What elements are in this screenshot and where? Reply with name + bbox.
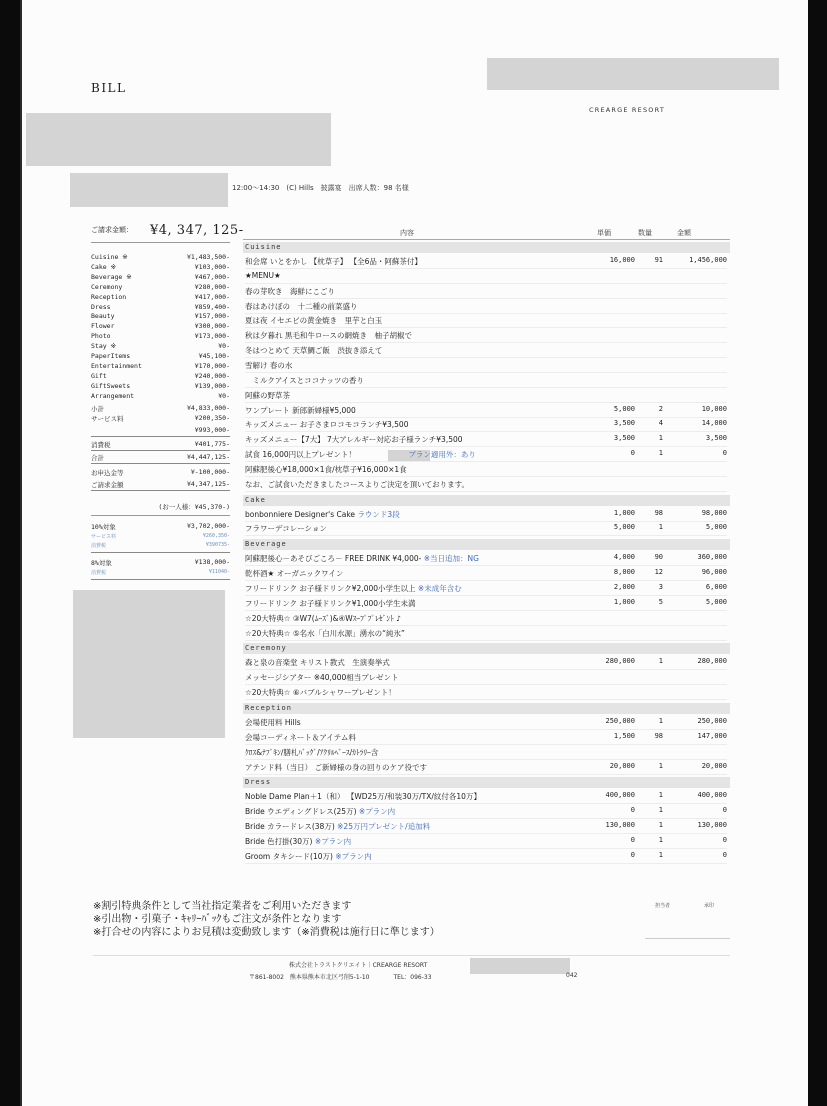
item-note: ラウンド3段 [357, 509, 400, 519]
item-quantity: 1 [658, 434, 663, 443]
section-header-bar [243, 777, 730, 788]
item-description: Bride 色打掛(30万) [245, 836, 315, 846]
item-unit-price: 130,000 [605, 821, 635, 830]
item-description-cell [245, 419, 408, 430]
subtotal-row [91, 404, 230, 414]
table-row [245, 687, 727, 700]
service-row [91, 414, 230, 424]
item-amount: 0 [722, 850, 727, 859]
section-title: Beverage [245, 540, 287, 549]
item-amount: 1,456,000 [689, 256, 727, 264]
redacted-block [470, 958, 570, 974]
ten-percent-value: ¥3,702,000- [186, 522, 230, 530]
item-description-cell [245, 806, 395, 817]
item-description: ワンプレート 新郎新婦様¥5,000 [245, 405, 356, 415]
item-description-cell [245, 405, 356, 416]
category-label: Beauty [91, 312, 115, 321]
divider [91, 242, 230, 243]
category-summary-row [91, 332, 230, 342]
ten-service-label: サービス料 [91, 534, 117, 540]
item-amount: 14,000 [701, 419, 727, 428]
item-quantity: 5 [658, 597, 663, 606]
item-amount: 96,000 [701, 568, 727, 577]
header-description: 内容 [400, 229, 414, 237]
category-value: ¥417,000- [194, 292, 230, 301]
item-description: 乾杯酒★ オーガニックワイン [245, 569, 344, 579]
deposit-row [91, 468, 230, 478]
table-row [245, 613, 727, 626]
table-row [245, 583, 727, 596]
redacted-block [70, 173, 228, 207]
item-unit-price: 5,000 [613, 404, 635, 413]
blank-value: ¥993,000- [194, 426, 230, 434]
item-description: 森と泉の音楽堂 キリスト教式 生演奏挙式 [245, 658, 390, 668]
category-summary-row [91, 362, 230, 372]
item-note: ※未成年含む [417, 584, 462, 593]
table-row [245, 345, 727, 358]
table-row [245, 523, 727, 536]
category-summary-row [91, 392, 230, 402]
item-description-cell [245, 762, 427, 773]
subtotal-label: 小計 [91, 405, 104, 413]
table-row [245, 836, 727, 849]
footnote-estimate: ※打合せの内容によりお見積は変動致します（※消費税は施行日に準じます） [93, 927, 440, 938]
ten-tax-label: 消費税 [91, 543, 107, 549]
item-unit-price: 1,000 [613, 508, 635, 517]
category-value: ¥157,000- [194, 312, 230, 321]
item-description: ｸﾛｽ&ﾅﾌﾟｷﾝ/膳札ﾊﾞｯｸﾞ/ｱｸﾘﾙﾍﾞｰｽ/ｶﾄﾗﾘｰ含 [245, 747, 379, 757]
item-description-cell [245, 583, 462, 594]
sum-row [91, 453, 230, 464]
category-label: Dress [91, 302, 111, 311]
footnote-gifts: ※引出物・引菓子・ｷｬﾘｰﾊﾞｯｸもご注文が条件となります [93, 914, 342, 925]
table-row [245, 747, 727, 760]
item-description-cell [245, 345, 382, 356]
item-description: フリードリンク お子様ドリンク¥2,000小学生以上 [245, 584, 418, 593]
table-row [245, 464, 727, 477]
category-label: Flower [91, 322, 115, 331]
redacted-block [487, 58, 779, 90]
item-note: ※プラン内 [358, 807, 396, 817]
item-description-cell [245, 286, 335, 297]
item-amount: 147,000 [697, 731, 727, 740]
table-row [245, 330, 727, 343]
item-description-cell [245, 375, 364, 386]
table-row [245, 732, 727, 745]
category-label: Cuisine ※ [91, 253, 128, 261]
item-quantity: 91 [654, 256, 663, 264]
section-title: Reception [245, 703, 292, 712]
section-header-bar [243, 539, 730, 550]
table-row [245, 286, 727, 299]
item-quantity: 1 [658, 523, 663, 532]
category-summary-row [91, 322, 230, 332]
redacted-block [26, 113, 331, 166]
table-row [245, 271, 727, 284]
billing-label: ご請求金額 [91, 481, 124, 489]
category-value: ¥139,000- [194, 381, 230, 390]
item-description-cell [245, 568, 343, 579]
item-description: 会場コーディネート＆アイテム料 [245, 732, 356, 742]
section-title: Cake [245, 495, 266, 504]
item-description: キッズメニュー お子さまロコモコランチ¥3,500 [245, 420, 409, 430]
table-row [245, 405, 727, 418]
item-quantity: 98 [654, 508, 663, 517]
company-name: 株式会社トラストクリエイト｜CREARGE RESORT [289, 962, 428, 969]
item-description: Noble Dame Plan＋1（和） 【WD25万/和装30万/TX/紋付各10万】 [245, 792, 481, 802]
table-row [245, 806, 727, 819]
item-unit-price: 400,000 [605, 791, 635, 800]
item-description-cell [245, 330, 412, 341]
item-quantity: 1 [658, 791, 663, 800]
item-unit-price: 0 [630, 850, 635, 859]
table-row [245, 553, 727, 566]
item-description-cell [245, 628, 405, 639]
item-amount: 10,000 [701, 404, 727, 413]
eight-percent-value: ¥138,000- [194, 558, 230, 566]
category-value: ¥45,100- [198, 352, 230, 360]
item-description-cell [245, 747, 378, 758]
category-label: Arrangement [91, 391, 135, 400]
item-quantity: 12 [654, 568, 663, 577]
category-summary-row [91, 303, 230, 313]
bill-title: BILL [91, 81, 127, 95]
item-description-cell [245, 687, 396, 698]
table-row [245, 568, 727, 581]
table-row [245, 657, 727, 670]
item-description: 和会席 いとをかし 【枕草子】 【全6品・阿蘇茶付】 [245, 257, 422, 266]
table-row [245, 672, 727, 685]
item-quantity: 1 [658, 835, 663, 844]
category-summary-row [91, 372, 230, 382]
service-label: サービス料 [91, 415, 124, 423]
item-quantity: 1 [658, 821, 663, 830]
item-description-cell [245, 791, 481, 802]
item-note: ※当日追加：NG [423, 554, 479, 564]
category-label: Stay ※ [91, 342, 117, 351]
item-description-cell [245, 821, 430, 832]
billing-total-value: ¥4, 347, 125- [150, 223, 244, 238]
item-description-cell [245, 271, 281, 280]
item-description: Groom タキシード(10万) [245, 851, 336, 861]
item-unit-price: 4,000 [613, 553, 635, 562]
item-description: Bride カラードレス(38万) [245, 822, 338, 832]
item-description: ☆20大特典☆ ⑥バブルシャワープレゼント！ [245, 688, 396, 698]
category-value: ¥0- [218, 342, 230, 351]
table-row [245, 851, 727, 864]
divider [91, 515, 230, 516]
billing-row [91, 480, 230, 491]
item-quantity: 1 [658, 716, 663, 725]
item-quantity: 2 [658, 404, 663, 413]
section-title: Ceremony [245, 644, 287, 653]
item-description-cell [245, 390, 290, 401]
item-description-cell [245, 598, 416, 609]
item-quantity: 90 [654, 553, 663, 562]
tax-value: ¥401,775- [194, 440, 230, 448]
item-unit-price: 0 [630, 835, 635, 844]
per-person-row [91, 502, 230, 512]
category-summary-row [91, 263, 230, 273]
item-amount: 20,000 [701, 761, 727, 770]
item-quantity: 1 [658, 806, 663, 815]
section-header-bar [243, 495, 730, 506]
item-description-cell [245, 434, 463, 445]
item-description: キッズメニュー【7大】 7大アレルギー対応お子様ランチ¥3,500 [245, 435, 463, 445]
item-description: なお、ご試食いただきましたコースよりご決定を頂いております。 [245, 479, 470, 489]
ten-tax-value: ¥390735- [205, 542, 230, 548]
item-description: 阿蘇の野草茶 [245, 390, 290, 400]
item-quantity: 1 [658, 449, 663, 458]
redacted-block [73, 590, 225, 738]
header-unit-price: 単価 [597, 229, 611, 237]
item-amount: 5,000 [705, 523, 727, 532]
item-description-cell [245, 717, 301, 728]
section-title: Cuisine [245, 243, 282, 251]
item-description: bonbonniere Designer's Cake [245, 509, 358, 519]
item-description-cell [245, 449, 476, 460]
item-amount: 400,000 [697, 791, 727, 800]
category-label: Gift [91, 371, 107, 380]
header-quantity: 数量 [638, 229, 652, 237]
category-value: ¥240,000- [194, 371, 230, 380]
item-description-cell [245, 256, 422, 267]
item-description-cell [245, 657, 390, 668]
item-description: 春はあけぼの 十二種の前菜盛り [245, 301, 358, 311]
item-description: 試食 16,000円以上プレゼント！ [245, 450, 356, 460]
table-row [245, 509, 727, 522]
item-description: 阿蘇肥後心¥18,000×1食/枕草子¥16,000×1食 [245, 464, 407, 474]
ten-service-value: ¥260,350- [202, 533, 230, 539]
item-description-cell [245, 479, 469, 490]
subtotal-value: ¥4,833,000- [186, 404, 230, 412]
footnote-discount: ※割引特典条件として当社指定業者をご利用いただきます [93, 901, 352, 912]
item-unit-price: 2,000 [613, 583, 635, 591]
item-unit-price: 16,000 [609, 256, 635, 264]
category-value: ¥280,000- [194, 282, 230, 291]
item-unit-price: 1,000 [613, 597, 635, 606]
item-description: ☆20大特典☆ ⑤名水「白川水源」湧水の“純氷” [245, 628, 405, 638]
item-description: フラワーデコレーション [245, 524, 327, 534]
item-note: ※プラン内 [314, 836, 352, 846]
item-description: ☆20大特典☆ ③W7(ﾑｰｽﾞ)&④Wｽｰﾌﾟﾌﾟﾚｾﾞﾝﾄ ♪ [245, 613, 402, 623]
section-title: Dress [245, 778, 272, 787]
category-value: ¥173,000- [194, 332, 230, 341]
item-amount: 0 [722, 835, 727, 844]
item-description-cell [245, 509, 400, 520]
signature-line [645, 938, 730, 939]
item-unit-price: 1,500 [613, 731, 635, 740]
category-value: ¥103,000- [194, 262, 230, 271]
tax-row [91, 440, 230, 451]
item-amount: 250,000 [697, 716, 727, 725]
table-row [245, 479, 727, 492]
item-description: 夏は夜 イセエビの黄金焼き 里芋と白玉 [245, 316, 383, 326]
blank-row [91, 426, 230, 437]
deposit-label: お申込金等 [91, 469, 124, 477]
item-quantity: 1 [658, 850, 663, 859]
table-row [245, 390, 727, 403]
item-description-cell [245, 523, 327, 534]
item-description-cell [245, 732, 356, 743]
item-description-cell [245, 553, 479, 564]
eight-tax-label: 消費税 [91, 570, 107, 576]
item-description-cell [245, 613, 401, 624]
item-amount: 6,000 [705, 583, 727, 591]
category-value: ¥300,000- [194, 322, 230, 331]
category-label: Entertainment [91, 361, 142, 370]
deposit-value: ¥-100,000- [190, 468, 230, 476]
category-label: PaperItems [91, 352, 131, 360]
item-description-cell [245, 672, 398, 683]
table-row [245, 419, 727, 432]
billing-value: ¥4,347,125- [186, 480, 230, 488]
footer-divider [93, 955, 730, 956]
table-row [245, 434, 727, 447]
item-description-cell [245, 301, 358, 312]
category-label: Beverage ※ [91, 272, 132, 281]
item-note: プラン適用外：あり [355, 450, 476, 460]
item-amount: 0 [722, 449, 727, 458]
resort-name: CREARGE RESORT [589, 106, 666, 114]
section-header-bar [243, 703, 730, 714]
category-summary-row [91, 352, 230, 362]
category-summary-row [91, 342, 230, 352]
item-unit-price: 250,000 [605, 716, 635, 725]
table-row [245, 256, 727, 269]
category-summary-row [91, 283, 230, 293]
header-amount: 金額 [677, 229, 691, 237]
ten-percent-label: 10%対象 [91, 523, 116, 531]
divider [243, 239, 730, 240]
item-description-cell [245, 851, 372, 862]
section-header-bar [243, 643, 730, 654]
sum-label: 合計 [91, 454, 104, 462]
item-unit-price: 5,000 [613, 523, 635, 532]
category-summary-row [91, 293, 230, 303]
item-unit-price: 3,500 [613, 434, 635, 443]
item-amount: 0 [722, 806, 727, 815]
sum-value: ¥4,447,125- [186, 453, 230, 461]
item-description: メッセージシアター ※40,000相当プレゼント [245, 673, 399, 683]
table-row [245, 301, 727, 314]
item-amount: 130,000 [697, 821, 727, 830]
eight-tax-value: ¥11040- [208, 569, 230, 575]
event-info: 12:00～14:30 (C) Hills 披露宴 出席人数：98 名様 [232, 184, 409, 192]
item-quantity: 98 [654, 731, 663, 740]
item-description-cell [245, 836, 351, 847]
service-value: ¥200,350- [194, 414, 230, 422]
item-description: 会場使用料 Hills [245, 717, 301, 727]
table-row [245, 717, 727, 730]
ten-tax-row [91, 542, 230, 553]
item-description: 秋は夕暮れ 黒毛和牛ロースの網焼き 柚子胡椒で [245, 331, 413, 341]
category-summary-row [91, 273, 230, 283]
item-description-cell [245, 315, 382, 326]
item-quantity: 4 [658, 419, 663, 428]
tax-label: 消費税 [91, 441, 111, 449]
category-summary-row [91, 382, 230, 392]
item-note: ※25万円プレゼント/追加料 [337, 822, 431, 832]
item-unit-price: 20,000 [609, 761, 635, 770]
item-unit-price: 0 [630, 806, 635, 815]
table-row [245, 360, 727, 373]
item-amount: 3,500 [705, 434, 727, 443]
item-description: 春の芽吹き 海鮮にこごり [245, 286, 335, 296]
item-amount: 280,000 [697, 657, 727, 666]
item-description: ★MENU★ [245, 270, 281, 280]
category-value: ¥859,400- [194, 302, 230, 311]
item-description-cell [245, 464, 407, 475]
item-note: ※プラン内 [335, 851, 372, 861]
category-value: ¥0- [218, 391, 230, 400]
item-unit-price: 0 [630, 449, 635, 458]
table-row [245, 375, 727, 388]
per-person-value: (お一人様：¥45,370-) [158, 503, 230, 511]
item-description: 雪解け 春の水 [245, 360, 293, 370]
category-label: Reception [91, 292, 127, 301]
item-description: フリードリンク お子様ドリンク¥1,000小学生未満 [245, 598, 416, 608]
section-header-bar [243, 242, 730, 253]
signature-seal-label: 承印 [704, 903, 715, 909]
category-label: GiftSweets [91, 381, 131, 390]
ten-percent-row [91, 522, 230, 532]
table-row [245, 791, 727, 804]
table-row [245, 628, 727, 641]
category-label: Photo [91, 332, 111, 341]
table-row [245, 449, 727, 462]
item-description: ミルクアイスとココナッツの香り [245, 375, 364, 385]
item-description: アテンド料（当日） ご新婦様の身の回りのケア役です [245, 762, 428, 772]
category-label: Cake ※ [91, 262, 117, 271]
item-unit-price: 8,000 [613, 568, 635, 577]
item-amount: 5,000 [705, 597, 727, 606]
item-quantity: 1 [658, 761, 663, 770]
eight-percent-row [91, 558, 230, 568]
item-amount: 98,000 [701, 508, 727, 517]
item-description: 阿蘇肥後心－あそびごころ－ FREE DRINK ¥4,000- [245, 554, 424, 564]
company-fax-tail: 042 [566, 972, 578, 979]
category-summary-row [91, 312, 230, 322]
eight-tax-row [91, 569, 230, 580]
item-amount: 360,000 [697, 553, 727, 562]
table-row [245, 315, 727, 328]
item-quantity: 3 [658, 583, 663, 591]
category-value: ¥467,000- [194, 272, 230, 281]
category-value: ¥1,483,500- [186, 253, 230, 261]
eight-percent-label: 8%対象 [91, 559, 112, 567]
company-address: 〒861-8002 熊本県熊本市北区弓削5-1-10 TEL：096-33 [249, 974, 432, 981]
signature-staff-label: 担当者 [655, 903, 671, 909]
item-description-cell [245, 360, 292, 371]
item-description: 冬はつとめて 天草鯛ご飯 渋抜き添えて [245, 346, 383, 356]
item-description: Bride ウエディングドレス(25万) [245, 807, 359, 817]
item-unit-price: 3,500 [613, 419, 635, 428]
category-value: ¥170,000- [194, 361, 230, 370]
table-row [245, 598, 727, 611]
item-unit-price: 280,000 [605, 657, 635, 666]
category-summary-row [91, 253, 230, 263]
billing-total-label: ご請求金額： [91, 226, 133, 234]
item-quantity: 1 [658, 657, 663, 666]
category-label: Ceremony [91, 282, 123, 291]
table-row [245, 821, 727, 834]
table-row [245, 762, 727, 775]
